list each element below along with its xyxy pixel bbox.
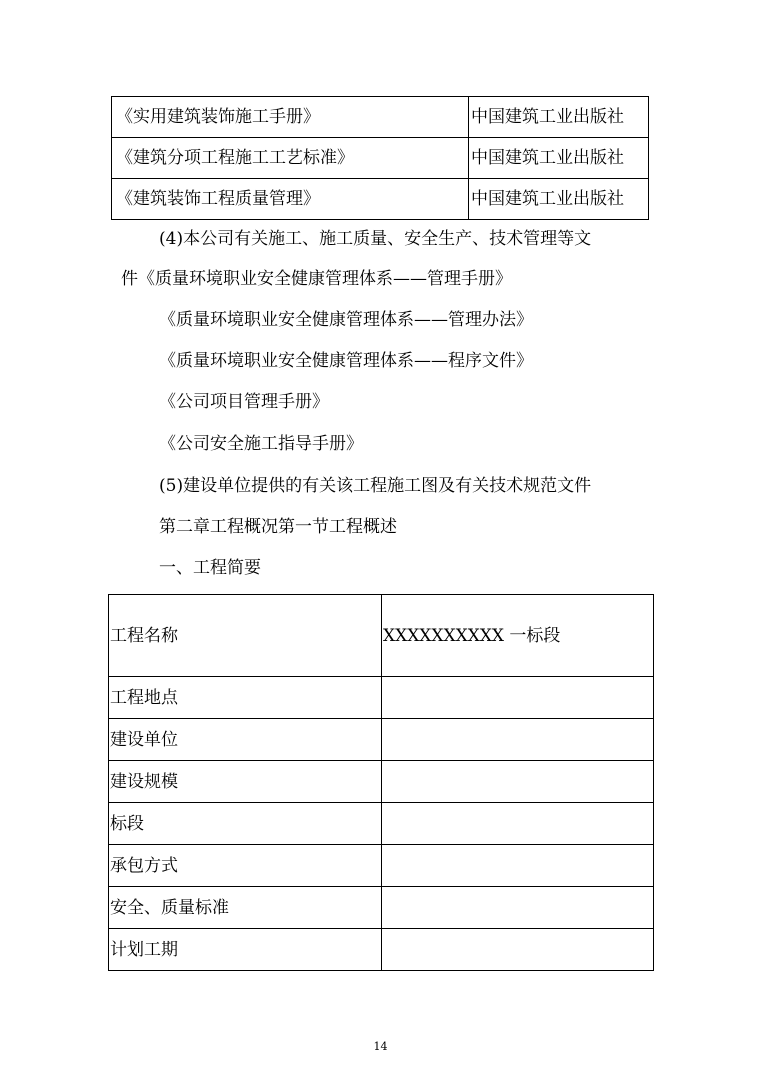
field-label: 建设单位 (109, 719, 382, 761)
reference-title: 《建筑装饰工程质量管理》 (112, 179, 469, 220)
table-row (109, 845, 654, 887)
reference-title: 《实用建筑装饰施工手册》 (112, 97, 469, 138)
page-number: 14 (373, 1040, 388, 1053)
section-heading: 一、工程简要 (159, 558, 261, 578)
table-row (109, 887, 654, 929)
reference-publisher: 中国建筑工业出版社 (469, 138, 649, 179)
paragraph-4-line-1: (4)本公司有关施工、施工质量、安全生产、技术管理等文 (159, 229, 592, 249)
field-label: 安全、质量标准 (109, 887, 382, 929)
table-row (109, 719, 654, 761)
field-value (382, 929, 654, 971)
paragraph-4-line-2: 件《质量环境职业安全健康管理体系——管理手册》 (121, 269, 512, 289)
field-label: 标段 (109, 803, 382, 845)
field-label: 建设规模 (109, 761, 382, 803)
field-label: 工程名称 (109, 595, 382, 677)
table-row (109, 677, 654, 719)
reference-table (111, 96, 649, 220)
table-row (112, 138, 649, 179)
document-item: 《公司安全施工指导手册》 (159, 434, 363, 454)
field-label: 计划工期 (109, 929, 382, 971)
document-item: 《公司项目管理手册》 (159, 392, 329, 412)
field-value (382, 677, 654, 719)
field-value: XXXXXXXXXX 一标段 (382, 595, 654, 677)
reference-publisher: 中国建筑工业出版社 (469, 179, 649, 220)
field-value (382, 719, 654, 761)
field-value (382, 887, 654, 929)
field-value (382, 761, 654, 803)
paragraph-5: (5)建设单位提供的有关该工程施工图及有关技术规范文件 (159, 476, 592, 496)
field-label: 承包方式 (109, 845, 382, 887)
field-value (382, 803, 654, 845)
field-value (382, 845, 654, 887)
table-row (109, 803, 654, 845)
reference-publisher: 中国建筑工业出版社 (469, 97, 649, 138)
table-row (109, 761, 654, 803)
reference-title: 《建筑分项工程施工工艺标准》 (112, 138, 469, 179)
table-row (112, 97, 649, 138)
document-item: 《质量环境职业安全健康管理体系——管理办法》 (159, 310, 533, 330)
table-row (109, 595, 654, 677)
field-label: 工程地点 (109, 677, 382, 719)
table-row (112, 179, 649, 220)
project-info-table (108, 594, 654, 971)
table-row (109, 929, 654, 971)
chapter-heading: 第二章工程概况第一节工程概述 (159, 517, 397, 537)
document-item: 《质量环境职业安全健康管理体系——程序文件》 (159, 351, 533, 371)
